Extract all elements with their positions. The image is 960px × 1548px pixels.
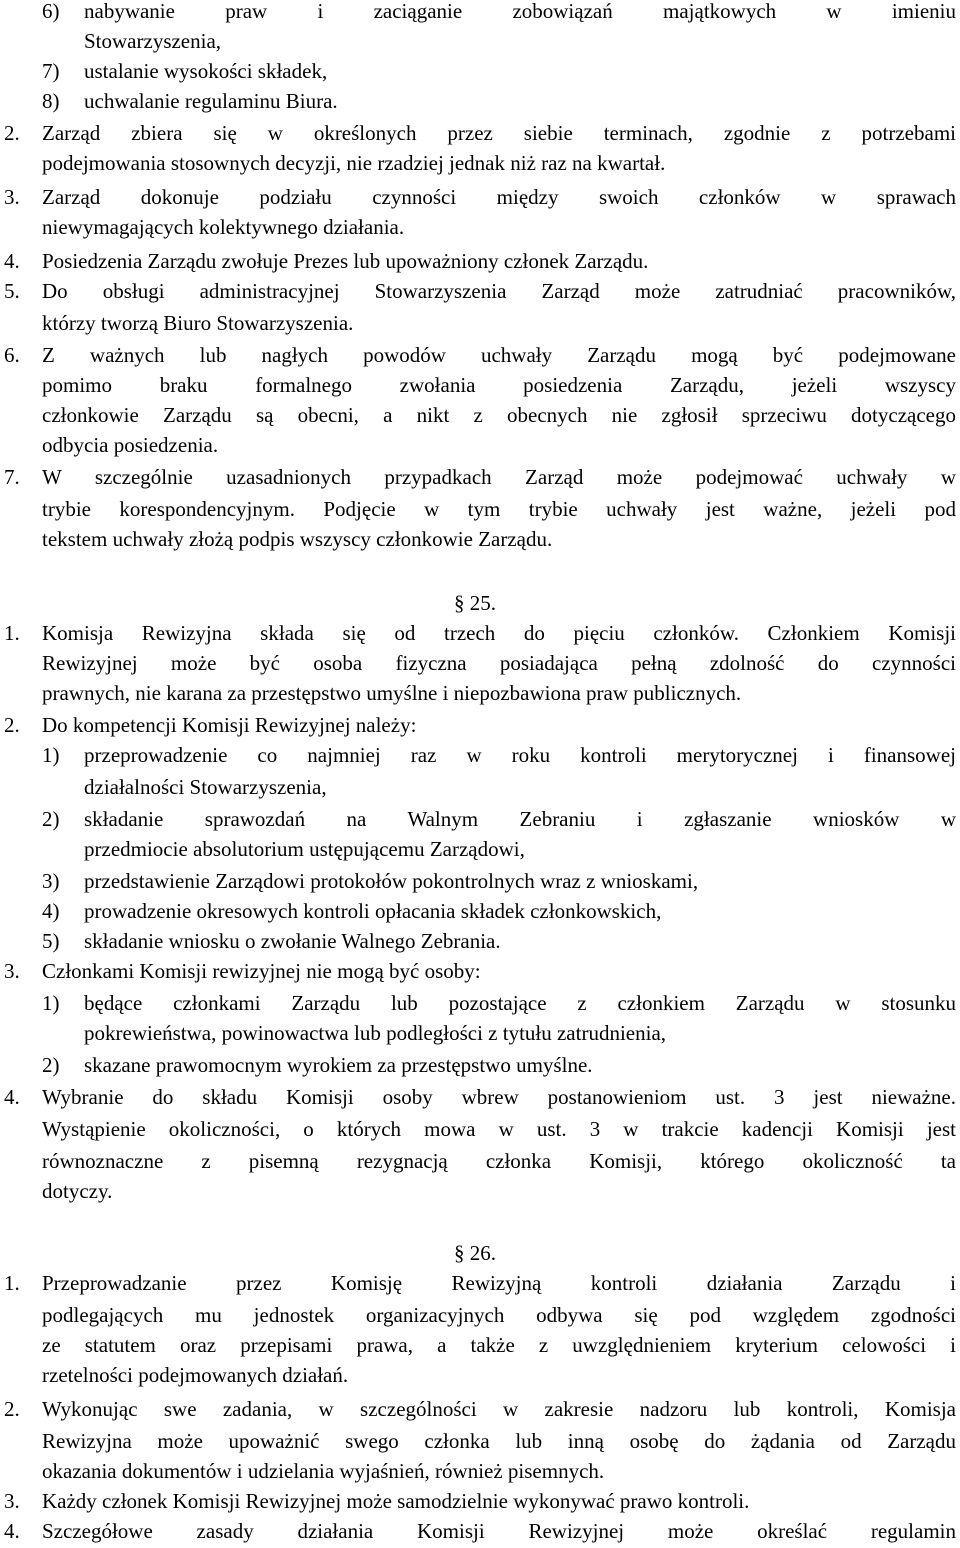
- list-item-number: 3): [42, 869, 60, 893]
- point-number: 2.: [4, 121, 20, 145]
- point-text: dotyczy.: [42, 1179, 113, 1203]
- list-item-number: 5): [42, 929, 60, 953]
- section-number: 25.: [464, 591, 496, 615]
- point-text: Zarząd dokonuje podziału czynności między swoich członków w sprawach: [42, 185, 956, 209]
- list-item-text: prowadzenie okresowych kontroli opłacania składek członkowskich,: [84, 899, 662, 923]
- point-text: Posiedzenia Zarządu zwołuje Prezes lub upoważniony członek Zarządu.: [42, 249, 649, 273]
- list-item-number: 2): [42, 1053, 60, 1077]
- list-item-number: 6): [42, 0, 60, 23]
- point-text: Do obsługi administracyjnej Stowarzyszenia Zarząd może zatrudniać pracowników,: [42, 279, 956, 303]
- point-text: Każdy członek Komisji Rewizyjnej może samodzielnie wykonywać prawo kontroli.: [42, 1489, 750, 1513]
- section-sign: §: [454, 591, 465, 615]
- point-number: 2.: [4, 713, 20, 737]
- point-text: rzetelności podejmowanych działań.: [42, 1363, 349, 1387]
- point-text: Z ważnych lub nagłych powodów uchwały Zarządu mogą być podejmowane: [42, 343, 956, 367]
- list-item-text: ustalanie wysokości składek,: [84, 59, 328, 83]
- list-item-number: 1): [42, 743, 60, 767]
- point-text: okazania dokumentów i udzielania wyjaśnień, również pisemnych.: [42, 1459, 605, 1483]
- point-text: odbycia posiedzenia.: [42, 433, 219, 457]
- point-number: 7.: [4, 465, 20, 489]
- point-text: W szczególnie uzasadnionych przypadkach Zarząd może podejmować uchwały w: [42, 465, 956, 489]
- list-item-text: przedstawienie Zarządowi protokołów pokontrolnych wraz z wnioskami,: [84, 869, 699, 893]
- section-sign: §: [454, 1241, 465, 1265]
- point-text: niewymagających kolektywnego działania.: [42, 215, 405, 239]
- point-number: 6.: [4, 343, 20, 367]
- point-text: pomimo braku formalnego zwołania posiedzenia Zarządu, jeżeli wszyscy: [42, 373, 956, 397]
- point-text: Rewizyjnej może być osoba fizyczna posiadająca pełną zdolność do czynności: [42, 651, 956, 675]
- point-text: Szczegółowe zasady działania Komisji Rewizyjnej może określać regulamin: [42, 1519, 956, 1543]
- list-item-text: Stowarzyszenia,: [84, 29, 222, 53]
- point-number: 4.: [4, 1519, 20, 1543]
- point-text: ze statutem oraz przepisami prawa, a także z uwzględnieniem kryterium celowości i: [42, 1333, 956, 1357]
- point-number: 4.: [4, 249, 20, 273]
- list-item-number: 8): [42, 89, 60, 113]
- point-text: podlegających mu jednostek organizacyjnych odbywa się pod względem zgodności: [42, 1303, 956, 1327]
- list-item-text: działalności Stowarzyszenia,: [84, 775, 327, 799]
- list-item-text: uchwalanie regulaminu Biura.: [84, 89, 338, 113]
- point-text: Rewizyjna może upoważnić swego członka lub inną osobę do żądania od Zarządu: [42, 1429, 956, 1453]
- list-item-text: nabywanie praw i zaciąganie zobowiązań majątkowych w imieniu: [84, 0, 956, 23]
- list-item-text: składanie wniosku o zwołanie Walnego Zebrania.: [84, 929, 501, 953]
- list-item-text: składanie sprawozdań na Walnym Zebraniu i zgłaszanie wniosków w: [84, 807, 956, 831]
- point-text: którzy tworzą Biuro Stowarzyszenia.: [42, 311, 354, 335]
- point-text: trybie korespondencyjnym. Podjęcie w tym trybie uchwały jest ważne, jeżeli pod: [42, 497, 956, 521]
- point-number: 5.: [4, 279, 20, 303]
- point-number: 1.: [4, 621, 20, 645]
- section-heading-26: [454, 1238, 496, 1268]
- point-text: Przeprowadzanie przez Komisję Rewizyjną kontroli działania Zarządu i: [42, 1271, 956, 1295]
- list-item-text: skazane prawomocnym wyrokiem za przestępstwo umyślne.: [84, 1053, 593, 1077]
- list-item-text: pokrewieństwa, powinowactwa lub podległości z tytułu zatrudnienia,: [84, 1021, 667, 1045]
- point-text: Wykonując swe zadania, w szczególności w zakresie nadzoru lub kontroli, Komisja: [42, 1397, 956, 1421]
- list-item-number: 2): [42, 807, 60, 831]
- list-item-text: przeprowadzenie co najmniej raz w roku kontroli merytorycznej i finansowej: [84, 743, 956, 767]
- list-item-text: przedmiocie absolutorium ustępującemu Zarządowi,: [84, 837, 525, 861]
- point-text: członkowie Zarządu są obecni, a nikt z obecnych nie zgłosił sprzeciwu dotyczącego: [42, 403, 956, 427]
- point-number: 1.: [4, 1271, 20, 1295]
- point-text: równoznaczne z pisemną rezygnacją członka Komisji, którego okoliczność ta: [42, 1149, 956, 1173]
- section-heading-25: [454, 588, 496, 618]
- point-text: Wybranie do składu Komisji osoby wbrew postanowieniom ust. 3 jest nieważne.: [42, 1085, 956, 1109]
- point-text: Członkami Komisji rewizyjnej nie mogą być osoby:: [42, 959, 481, 983]
- list-item-number: 7): [42, 59, 60, 83]
- point-text: Komisja Rewizyjna składa się od trzech do pięciu członków. Członkiem Komisji: [42, 621, 956, 645]
- point-number: 3.: [4, 185, 20, 209]
- point-text: Zarząd zbiera się w określonych przez siebie terminach, zgodnie z potrzebami: [42, 121, 956, 145]
- point-text: Do kompetencji Komisji Rewizyjnej należy:: [42, 713, 417, 737]
- point-number: 3.: [4, 1489, 20, 1513]
- list-item-text: będące członkami Zarządu lub pozostające z członkiem Zarządu w stosunku: [84, 991, 956, 1015]
- point-text: podejmowania stosownych decyzji, nie rzadziej jednak niż raz na kwartał.: [42, 151, 666, 175]
- point-number: 3.: [4, 959, 20, 983]
- point-number: 2.: [4, 1397, 20, 1421]
- list-item-number: 4): [42, 899, 60, 923]
- point-number: 4.: [4, 1085, 20, 1109]
- point-text: prawnych, nie karana za przestępstwo umyślne i niepozbawiona praw publicznych.: [42, 681, 742, 705]
- section-number: 26.: [464, 1241, 496, 1265]
- list-item-number: 1): [42, 991, 60, 1015]
- point-text: Wystąpienie okoliczności, o których mowa w ust. 3 w trakcie kadencji Komisji jest: [42, 1117, 956, 1141]
- point-text: tekstem uchwały złożą podpis wszyscy członkowie Zarządu.: [42, 527, 553, 551]
